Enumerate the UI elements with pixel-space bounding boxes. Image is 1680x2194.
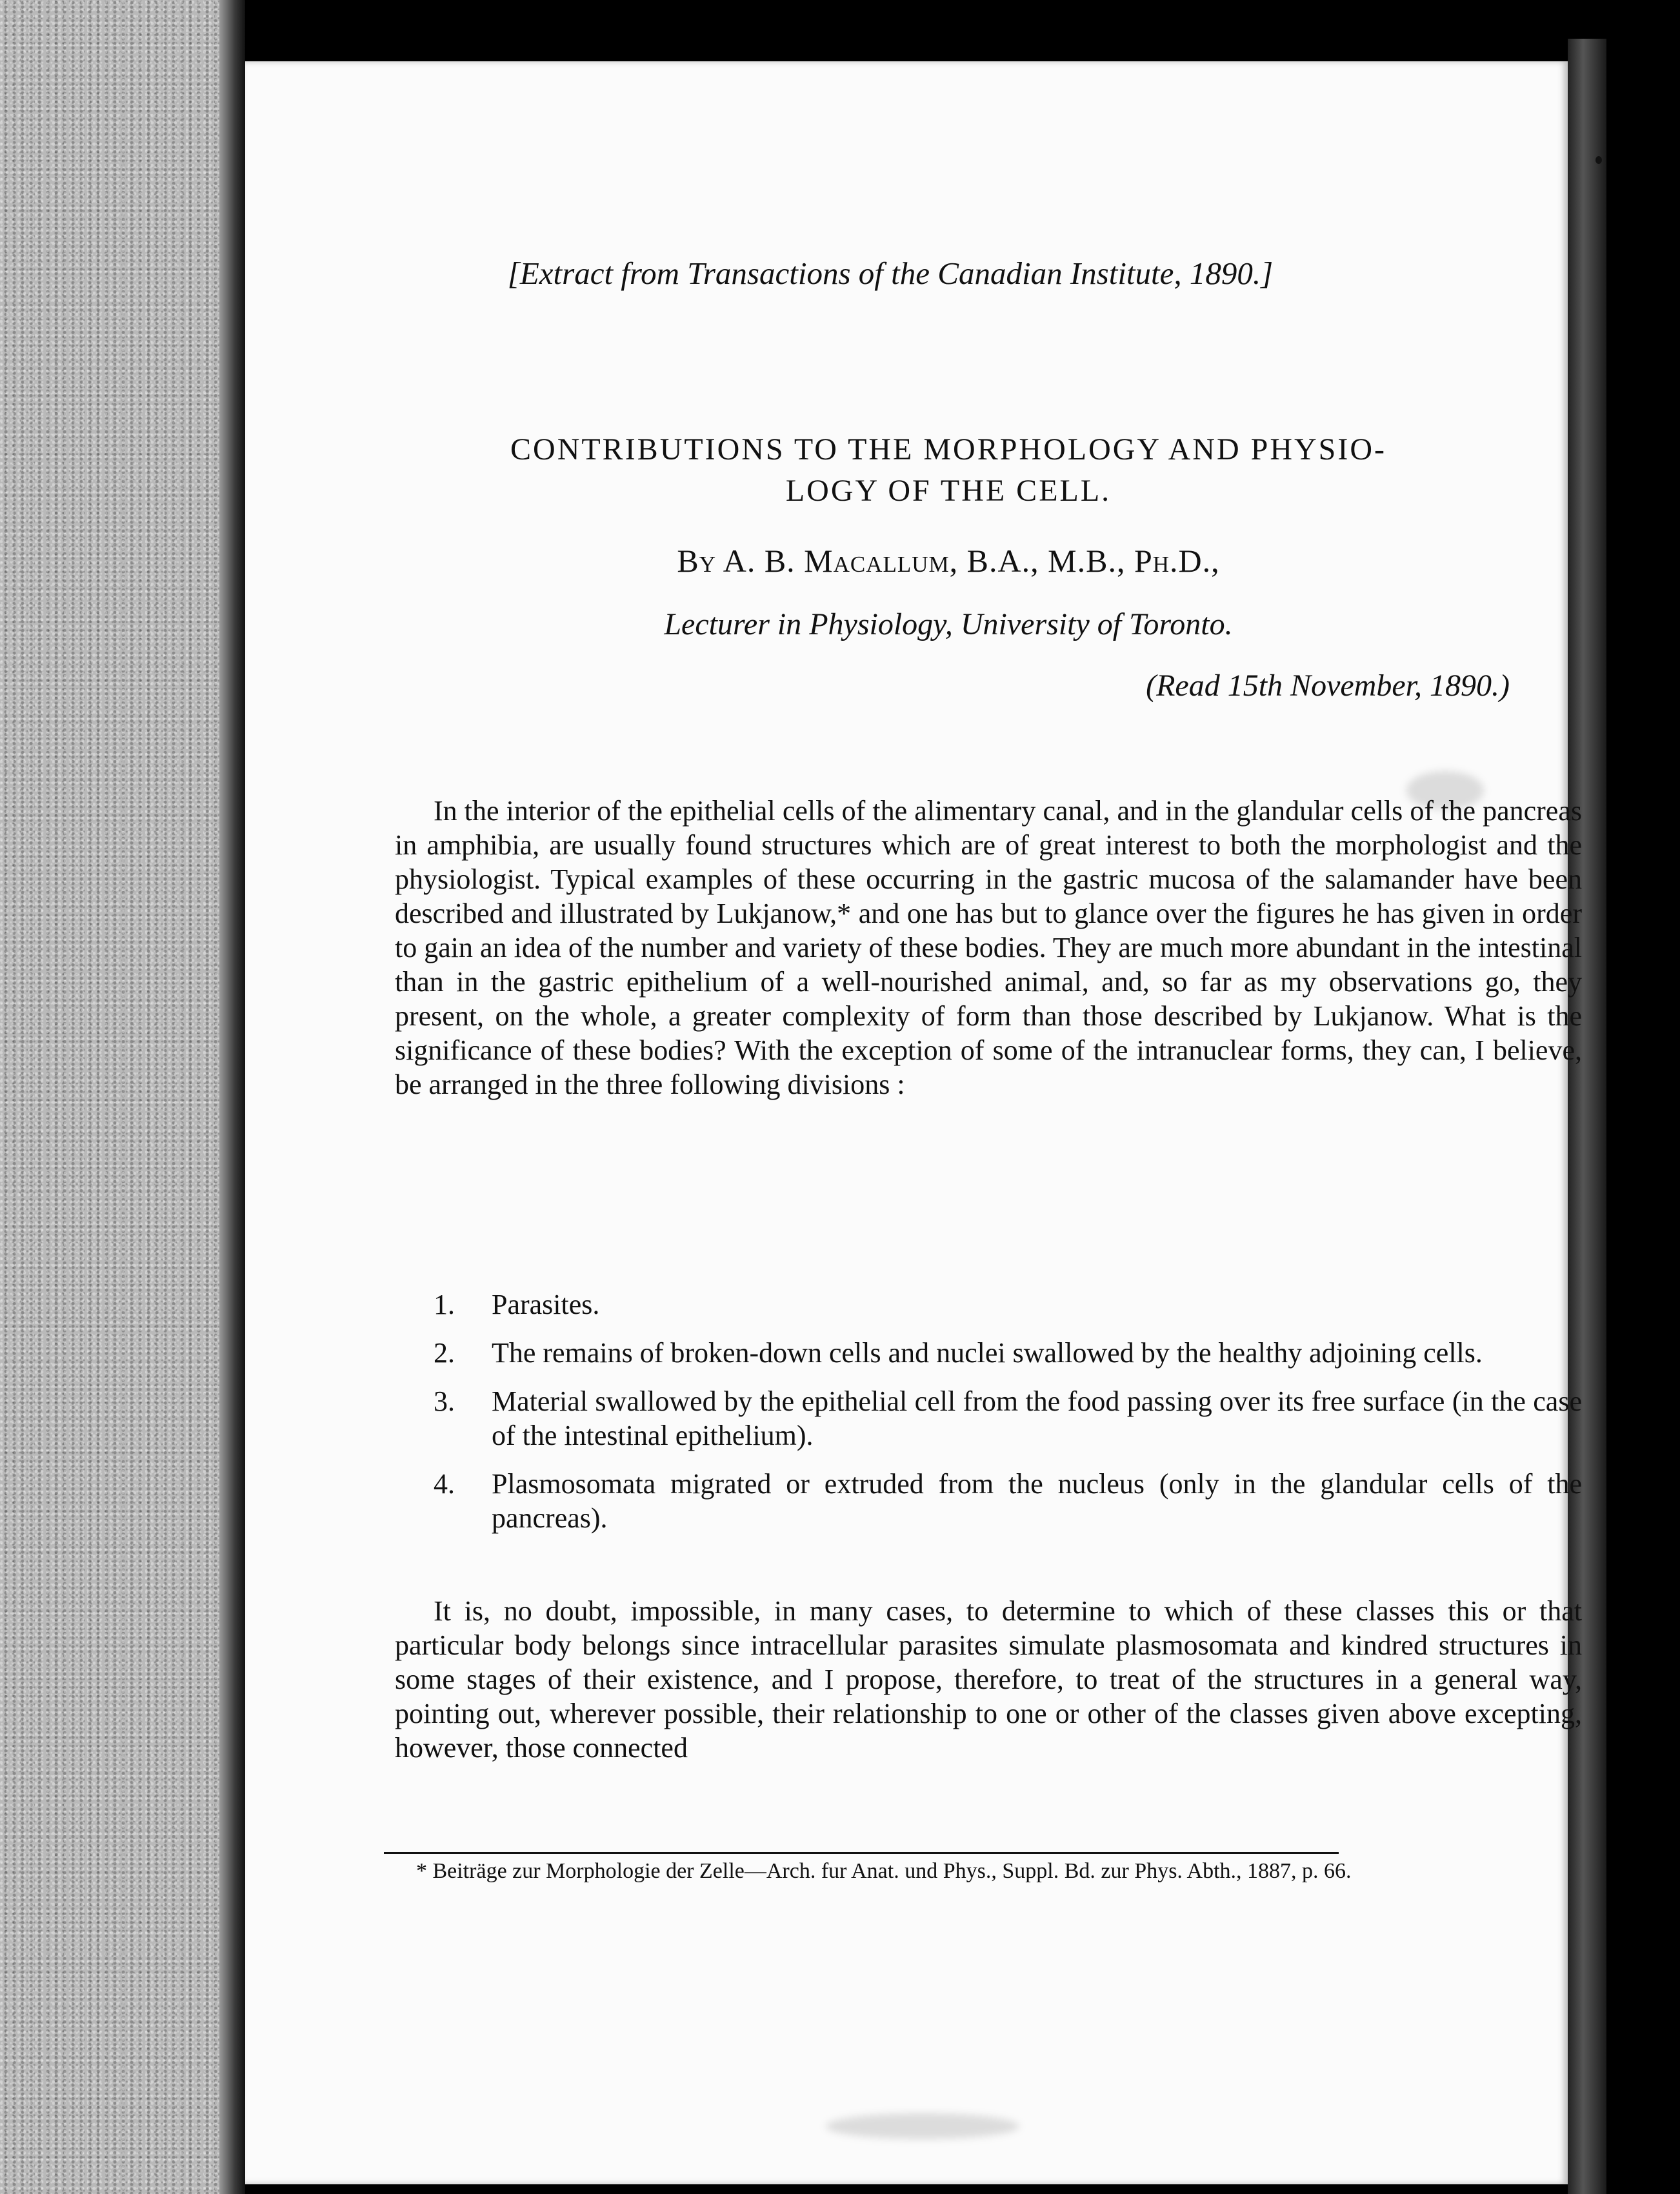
book-cover-board xyxy=(0,0,232,2194)
footnote: * Beiträge zur Morphologie der Zelle—Arch. fur Anat. und Phys., Suppl. Bd. zur Phys. Abth., 1887, p. 66. xyxy=(416,1859,1352,1883)
ink-dot xyxy=(1595,156,1602,164)
title-line: LOGY OF THE CELL. xyxy=(785,474,1112,508)
list-item xyxy=(395,1336,1582,1370)
list-number: 2. xyxy=(434,1337,455,1369)
list-number: 1. xyxy=(434,1289,455,1320)
footnote-rule xyxy=(384,1852,1339,1854)
divisions-list xyxy=(395,1287,1582,1549)
list-item xyxy=(395,1287,1582,1322)
extract-note: [Extract from Transactions of the Canadian Institute, 1890.] xyxy=(507,256,1274,291)
author-affiliation: Lecturer in Physiology, University of Toronto. xyxy=(664,607,1233,641)
author-line: By A. B. Macallum, B.A., M.B., Ph.D., xyxy=(677,543,1220,579)
read-date: (Read 15th November, 1890.) xyxy=(1146,669,1510,703)
list-number: 3. xyxy=(434,1385,455,1417)
article-title xyxy=(394,429,1503,512)
body-paragraph: It is, no doubt, impossible, in many cases, to determine to which of these classes this or that particular body belongs since intracellular parasites simulate plasmosomata and kindred structures in some stages of their existence, and I propose, therefore, to treat of the structures in a general way, pointing out, wherever possible, their relationship to one or other of the classes given above excepting, however, those connected xyxy=(395,1595,1582,1764)
list-number: 4. xyxy=(434,1468,455,1500)
list-text: Parasites. xyxy=(492,1289,600,1320)
list-text: The remains of broken-down cells and nuclei swallowed by the healthy adjoining cells. xyxy=(492,1337,1483,1369)
binding-shadow xyxy=(219,0,245,2194)
body-paragraph: In the interior of the epithelial cells of the alimentary canal, and in the glandular cells of the pancreas in amphibia, are usually found structures which are of great interest to both the morphologist and the physiologist. Typical examples of these occurring in the gastric mucosa of the salamander have been described and illustrated by Lukjanow,* and one has but to glance over the figures he has given in order to gain an idea of the number and variety of these bodies. They are much more abundant in the intestinal than in the gastric epithelium of a well-nourished animal, and, so far as my observations go, they present, on the whole, a greater complexity of form than those described by Lukjanow. What is the significance of these bodies? With the exception of some of the intranuclear forms, they can, I believe, be arranged in the three following divisions : xyxy=(395,795,1582,1100)
list-item xyxy=(395,1384,1582,1453)
title-line: CONTRIBUTIONS TO THE MORPHOLOGY AND PHYSIO- xyxy=(510,432,1386,467)
list-text: Plasmosomata migrated or extruded from the nucleus (only in the glandular cells of the pancreas). xyxy=(492,1468,1582,1534)
page-content xyxy=(245,61,1582,2184)
list-text: Material swallowed by the epithelial cell from the food passing over its free surface (in the case of the intestinal epithelium). xyxy=(492,1385,1582,1451)
document-page xyxy=(245,61,1582,2184)
list-item xyxy=(395,1467,1582,1535)
